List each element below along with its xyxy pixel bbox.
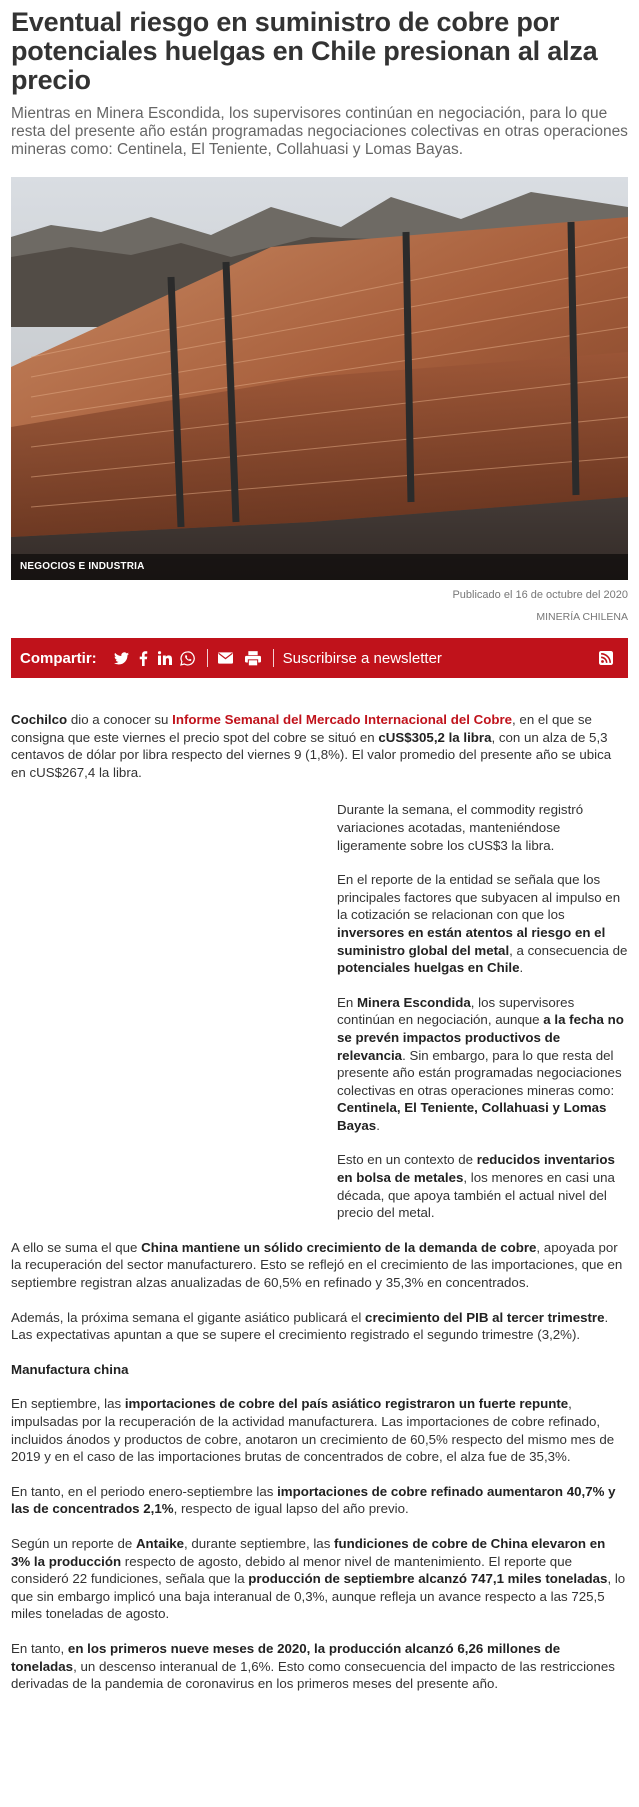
text: . Las expectativas apuntan a que se supere el crecimiento registrado el segundo trimestre (3,2%). <box>11 1309 609 1343</box>
share-label: Compartir: <box>20 649 97 667</box>
email-icon[interactable] <box>217 650 234 667</box>
paragraph-4 <box>337 994 628 1135</box>
category-label[interactable]: NEGOCIOS E INDUSTRIA <box>11 554 628 580</box>
text: , en el que se consigna que este viernes el precio spot del cobre se situó en <box>11 712 592 745</box>
price-bold: cUS$305,2 la libra <box>378 729 492 745</box>
linkedin-icon[interactable] <box>157 650 174 667</box>
bold-text: producción de septiembre alcanzó 747,1 miles toneladas <box>248 1571 608 1587</box>
paragraph-2: Durante la semana, el commodity registró variaciones acotadas, manteniéndose ligeramente sobre los cUS$3 la libra. <box>337 802 584 853</box>
text: , a consecuencia de <box>509 942 628 958</box>
article-meta <box>11 588 628 624</box>
bold-text: Centinela, El Teniente, Collahuasi y Lomas Bayas <box>337 1100 607 1133</box>
hero-image <box>11 177 628 580</box>
paragraph-10 <box>11 1535 628 1623</box>
bold-text: a la fecha no se prevén impactos productivos de relevancia <box>337 1012 624 1063</box>
print-icon[interactable] <box>245 650 262 667</box>
paragraph-1 <box>11 711 628 781</box>
text: En tanto, <box>11 1640 68 1656</box>
share-divider <box>207 649 208 667</box>
bold-text: potenciales huelgas en Chile <box>337 960 520 976</box>
text: Además, la próxima semana el gigante asiático publicará el <box>11 1309 366 1325</box>
text: , impulsadas por la recuperación de la actividad manufacturera. Las importaciones de cobre refinado, incluidos ánodos y productos de cobre, anotaron un crecimiento de 60,5% respecto del mismo mes de 2019 y en el caso de las importaciones brutas de concentrados de cobre, el alza fue de 35,3%. <box>11 1396 615 1465</box>
publish-date: Publicado el 16 de octubre del 2020 <box>452 589 628 601</box>
text: En tanto, en el periodo enero-septiembre las <box>11 1483 278 1499</box>
bold-text: reducidos inventarios en bolsa de metales <box>337 1152 615 1186</box>
article-title: Eventual riesgo en suministro de cobre por potenciales huelgas en Chile presionan al alza precio <box>11 7 598 95</box>
text: En el reporte de la entidad se señala que los principales factores que subyacen al impulso en la cotización se relacionan con que los <box>337 872 621 923</box>
twitter-icon[interactable] <box>113 650 130 667</box>
bold-text: Minera Escondida <box>356 994 471 1010</box>
text: . <box>376 1117 380 1133</box>
text: , apoyada por la recuperación del sector manufacturero. Esto se reflejó en el crecimiento de las importaciones, que en septiembre registran alzas anualizadas de 60,5% en refinado y 35,3% en concentrados. <box>11 1239 623 1291</box>
facebook-icon[interactable] <box>135 650 152 667</box>
text: , los supervisores continúan en negociación, aunque <box>337 994 575 1028</box>
text: , respecto de igual lapso del año previo. <box>173 1501 409 1517</box>
paragraph-9 <box>11 1483 628 1518</box>
whatsapp-icon[interactable] <box>179 650 196 667</box>
text: , los menores en casi una década, que apoya también el actual nivel del precio del metal. <box>337 1170 615 1221</box>
share-bar <box>11 638 628 678</box>
rss-icon[interactable] <box>597 650 614 667</box>
cochilco-bold: Cochilco <box>11 712 68 727</box>
text: , con un alza de 5,3 centavos de dólar por libra respecto del viernes 9 (1,8%). El valor promedio del presente año se ubica en cUS$267,4 la libra. <box>11 729 612 780</box>
article-body <box>11 711 628 1693</box>
section-subtitle: Manufactura china <box>11 1361 129 1377</box>
bold-text: importaciones de cobre del país asiático registraron un fuerte repunte <box>124 1396 569 1412</box>
text: . <box>519 960 524 976</box>
bold-text: importaciones de cobre refinado aumentaron 40,7% y las de concentrados 2,1% <box>11 1483 616 1517</box>
text: , un descenso interanual de 1,6%. Esto como consecuencia del impacto de las restricciones derivadas de la pandemia de coronavirus en los primeros meses del presente año. <box>11 1658 615 1692</box>
text: , lo que sin embargo implicó una baja interanual de 0,3%, aunque refleja un avance respecto a las 725,5 miles toneladas de agosto. <box>11 1571 626 1622</box>
paragraph-5 <box>337 1151 628 1221</box>
paragraph-8 <box>11 1395 628 1465</box>
text: A ello se suma el que <box>11 1239 142 1255</box>
text: respecto de agosto, debido al menor nivel de mantenimiento. El reporte que consideró 22 fundiciones, señala que la <box>11 1553 572 1587</box>
text: Esto en un contexto de <box>337 1152 477 1168</box>
paragraph-7 <box>11 1309 628 1344</box>
bold-text: fundiciones de cobre de China elevaron en 3% la producción <box>11 1535 606 1569</box>
report-link[interactable]: Informe Semanal del Mercado Internacional del Cobre <box>172 712 513 727</box>
text: Según un reporte de <box>11 1535 136 1551</box>
article-source: MINERÍA CHILENA <box>536 611 628 623</box>
right-column <box>337 801 628 1221</box>
text: . Sin embargo, para lo que resta del presente año están programadas negociaciones colectivas en otras operaciones mineras como: <box>337 1047 622 1098</box>
newsletter-link[interactable]: Suscribirse a newsletter <box>282 649 442 667</box>
text: En septiembre, las <box>11 1396 125 1412</box>
article-lead: Mientras en Minera Escondida, los supervisores continúan en negociación, para lo que resta del presente año están programadas negociaciones colectivas en otras operaciones mineras como: Centinela, El Teniente, Collahuasi y Lomas Bayas. <box>11 105 628 158</box>
bold-text: crecimiento del PIB al tercer trimestre <box>365 1309 605 1325</box>
paragraph-6 <box>11 1239 628 1292</box>
share-divider-2 <box>273 649 274 667</box>
paragraph-3 <box>337 871 628 977</box>
bold-text: Antaike <box>135 1535 184 1551</box>
bold-text: en los primeros nueve meses de 2020, la producción alcanzó 6,26 millones de toneladas <box>11 1640 561 1674</box>
copper-cathodes-photo <box>11 177 628 580</box>
text: dio a conocer su <box>67 712 173 727</box>
paragraph-11 <box>11 1640 628 1693</box>
bold-text: China mantiene un sólido crecimiento de la demanda de cobre <box>141 1239 537 1255</box>
text: En <box>337 994 357 1010</box>
text: , durante septiembre, las <box>184 1535 335 1551</box>
bold-text: inversores en están atentos al riesgo en el suministro global del metal <box>337 924 606 958</box>
